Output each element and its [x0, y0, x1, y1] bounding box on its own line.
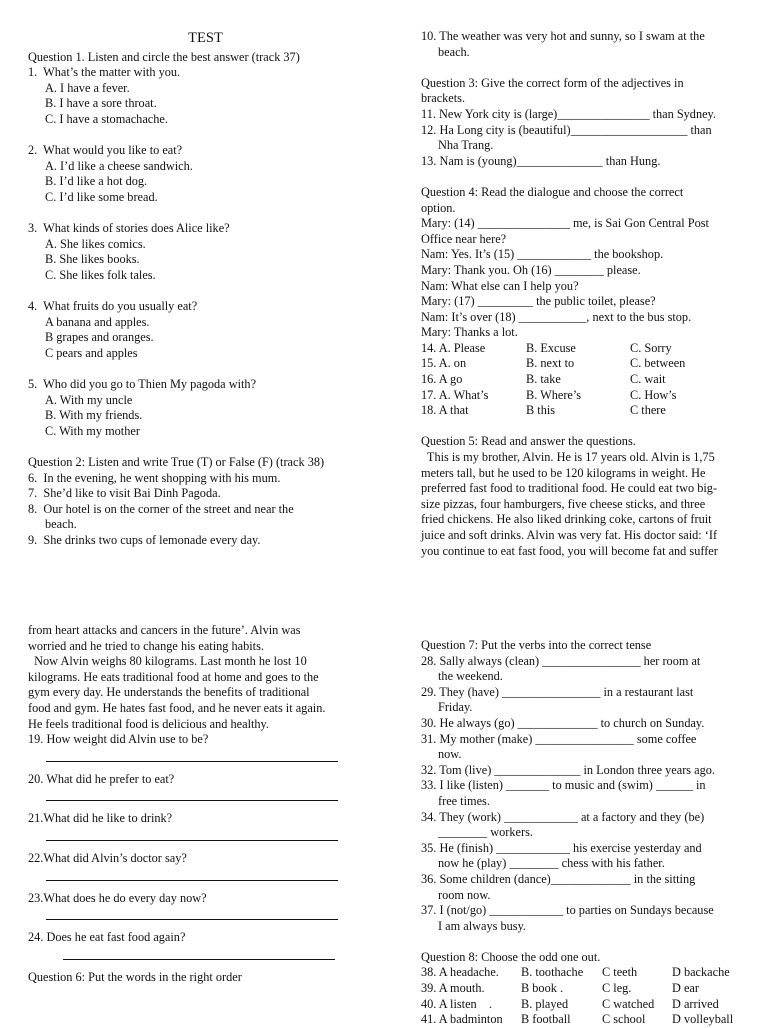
- answer-option: B. With my friends.: [45, 408, 143, 423]
- answer-option: B. I have a sore throat.: [45, 96, 157, 111]
- text-line: 35. He (finish) ____________ his exercise yesterday and: [421, 840, 702, 855]
- text-line: food and gym. He hates fast food, and he never eats it again.: [28, 700, 326, 715]
- text-line: brackets.: [421, 91, 466, 106]
- text-line: 5. Who did you go to Thien My pagoda with?: [28, 377, 257, 392]
- text-line: fried chickens. He also liked drinking coke, cartons of fruit: [421, 512, 712, 527]
- spacer: [421, 419, 756, 435]
- text-line: 1. What’s the matter with you.: [28, 65, 181, 80]
- text-line: 21.What did he like to drink?: [28, 811, 173, 826]
- option-row: 15. A. on B. next to C. between: [421, 356, 686, 371]
- text-line: 12. Ha Long city is (beautiful)___________________ than: [421, 122, 712, 137]
- option-b: B. toothache: [521, 965, 584, 980]
- option-b: B. take: [526, 372, 561, 387]
- text-line: Nha Trang.: [438, 138, 494, 153]
- answer-option: C. I have a stomachache.: [45, 111, 168, 126]
- option-b: B. Where’s: [526, 387, 582, 402]
- text-line: Friday.: [438, 700, 473, 715]
- answer-option: B. She likes books.: [45, 252, 140, 267]
- spacer: [421, 934, 756, 950]
- text-line: 23.What does he do every day now?: [28, 890, 207, 905]
- option-row: [421, 965, 756, 981]
- text-line: gym every day. He understands the benefits of traditional: [28, 685, 310, 700]
- text-line: Now Alvin weighs 80 kilograms. Last month he lost 10: [28, 654, 307, 669]
- text-line: He feels traditional food is delicious and healthy.: [28, 716, 269, 731]
- text-line: This is my brother, Alvin. He is 17 years old. Alvin is 1,75: [421, 450, 715, 465]
- text-line: size pizzas, four hamburgers, five cheese sticks, and three: [421, 496, 706, 511]
- answer-option: B grapes and oranges.: [45, 330, 154, 345]
- test-title: TEST: [188, 30, 223, 46]
- text-line: from heart attacks and cancers in the future’. Alvin was: [28, 623, 301, 637]
- text-line: 29. They (have) ________________ in a restaurant last: [421, 684, 694, 699]
- spacer: [28, 284, 383, 300]
- text-line: ________ workers.: [438, 825, 533, 840]
- spacer: [421, 60, 756, 76]
- text-line: Question 8: Choose the odd one out.: [421, 949, 601, 964]
- answer-line: [46, 829, 338, 841]
- page2-left-column: [28, 623, 383, 985]
- answer-option: C. She likes folk tales.: [45, 267, 156, 282]
- text-line: 10. The weather was very hot and sunny, so I swam at the: [421, 29, 705, 43]
- option-a: 15. A. on: [421, 356, 467, 371]
- text-line: 36. Some children (dance)_____________ in the sitting: [421, 871, 696, 886]
- text-line: 4. What fruits do you usually eat?: [28, 299, 198, 314]
- spacer: [28, 361, 383, 377]
- text-line: Question 2: Listen and write True (T) or False (F) (track 38): [28, 455, 325, 470]
- answer-line: [46, 750, 338, 762]
- text-line: free times.: [438, 793, 490, 808]
- text-line: you continue to eat fast food, you will become fat and suffer: [421, 543, 718, 558]
- option-row: 18. A that B this C there: [421, 403, 666, 418]
- text-line: meters tall, but he used to be 120 kilograms in weight. He: [421, 465, 706, 480]
- option-c: C school: [602, 1012, 646, 1027]
- option-row: 16. A go B. take C. wait: [421, 372, 666, 387]
- page1-right-column: [421, 29, 756, 559]
- answer-option: A. I’d like a cheese sandwich.: [45, 158, 193, 173]
- text-line: 20. What did he prefer to eat?: [28, 771, 175, 786]
- text-line: Question 6: Put the words in the right order: [28, 969, 242, 984]
- option-row: 17. A. What’s B. Where’s C. How’s: [421, 387, 677, 402]
- text-line: Question 4: Read the dialogue and choose the correct: [421, 184, 684, 199]
- option-a: 17. A. What’s: [421, 387, 489, 402]
- option-a: 40. A listen .: [421, 996, 493, 1011]
- answer-option: C. With my mother: [45, 423, 140, 438]
- text-line: 8. Our hotel is on the corner of the street and near the: [28, 501, 294, 516]
- page2-right-column: [421, 638, 756, 1028]
- answer-option: A. I have a fever.: [45, 80, 130, 95]
- text-line: Mary: Thank you. Oh (16) ________ please.: [421, 262, 641, 277]
- text-line: Question 5: Read and answer the questions.: [421, 434, 636, 449]
- option-c: C leg.: [602, 981, 632, 996]
- option-b: B. Excuse: [526, 340, 576, 355]
- spacer: [28, 439, 383, 455]
- option-b: B. next to: [526, 356, 575, 371]
- text-line: kilograms. He eats traditional food at home and goes to the: [28, 669, 319, 684]
- text-line: 37. I (not/go) ____________ to parties on Sundays because: [421, 903, 714, 918]
- spacer: [28, 128, 383, 144]
- page1-left-column: [28, 31, 383, 549]
- text-line: Mary: Thanks a lot.: [421, 325, 518, 340]
- answer-option: C. I’d like some bread.: [45, 189, 158, 204]
- text-line: 28. Sally always (clean) ________________ her room at: [421, 653, 701, 668]
- option-b: B. played: [521, 996, 569, 1011]
- answer-line: [63, 948, 335, 960]
- answer-option: A banana and apples.: [45, 314, 150, 329]
- option-row: [421, 997, 756, 1013]
- text-line: 13. Nam is (young)______________ than Hung.: [421, 153, 661, 168]
- option-a: 16. A go: [421, 372, 463, 387]
- option-a: 41. A badminton: [421, 1012, 503, 1027]
- text-line: 32. Tom (live) ______________ in London three years ago.: [421, 762, 715, 777]
- text-line: now he (play) ________ chess with his father.: [438, 856, 665, 871]
- text-line: beach.: [438, 44, 470, 59]
- answer-option: A. She likes comics.: [45, 236, 146, 251]
- spacer: [28, 206, 383, 222]
- text-line: room now.: [438, 887, 491, 902]
- option-c: C watched: [602, 996, 655, 1011]
- text-line: Nam: What else can I help you?: [421, 278, 579, 293]
- text-line: 2. What would you like to eat?: [28, 143, 183, 158]
- option-d: D arrived: [672, 996, 719, 1011]
- text-line: 19. How weight did Alvin use to be?: [28, 732, 209, 747]
- text-line: Question 3: Give the correct form of the adjectives in: [421, 75, 684, 90]
- text-line: now.: [438, 747, 462, 762]
- text-line: 30. He always (go) _____________ to church on Sunday.: [421, 715, 705, 730]
- answer-option: B. I’d like a hot dog.: [45, 174, 148, 189]
- option-d: D volleyball: [672, 1012, 734, 1027]
- option-b: B football: [521, 1012, 571, 1027]
- option-row: [421, 981, 756, 997]
- text-line: 6. In the evening, he went shopping with his mum.: [28, 470, 281, 485]
- text-line: 24. Does he eat fast food again?: [28, 930, 186, 945]
- option-c: C teeth: [602, 965, 638, 980]
- option-a: 18. A that: [421, 403, 469, 418]
- text-line: I am always busy.: [438, 918, 526, 933]
- text-line: 3. What kinds of stories does Alice like?: [28, 221, 230, 236]
- answer-option: C pears and apples: [45, 345, 138, 360]
- answer-line: [46, 789, 338, 801]
- option-b: B book .: [521, 981, 564, 996]
- option-d: D backache: [672, 965, 730, 980]
- text-line: 11. New York city is (large)_______________ than Sydney.: [421, 106, 716, 121]
- text-line: option.: [421, 200, 456, 215]
- text-line: 7. She’d like to visit Bai Dinh Pagoda.: [28, 486, 221, 501]
- text-line: 22.What did Alvin’s doctor say?: [28, 850, 187, 865]
- text-line: 34. They (work) ____________ at a factory and they (be): [421, 809, 705, 824]
- answer-option: A. With my uncle: [45, 392, 133, 407]
- option-b: B this: [526, 403, 556, 418]
- text-line: Mary: (14) _______________ me, is Sai Gon Central Post: [421, 216, 709, 231]
- option-a: 14. A. Please: [421, 340, 486, 355]
- option-d: D ear: [672, 981, 699, 996]
- option-a: 38. A headache.: [421, 965, 499, 980]
- text-line: Mary: (17) _________ the public toilet, please?: [421, 294, 656, 309]
- text-line: beach.: [45, 517, 77, 532]
- option-a: 39. A mouth.: [421, 981, 485, 996]
- text-line: 9. She drinks two cups of lemonade every day.: [28, 533, 261, 547]
- spacer: [421, 169, 756, 185]
- text-line: Nam: Yes. It’s (15) ____________ the bookshop.: [421, 247, 664, 262]
- text-line: Question 1. Listen and circle the best answer (track 37): [28, 49, 300, 64]
- option-row: 14. A. Please B. Excuse C. Sorry: [421, 340, 672, 355]
- text-line: juice and soft drinks. Alvin was very fat. His doctor said: ‘If: [421, 528, 718, 542]
- text-line: the weekend.: [438, 669, 503, 684]
- answer-line: [46, 908, 338, 920]
- text-line: 33. I like (listen) _______ to music and (swim) ______ in: [421, 778, 706, 793]
- text-line: worried and he tried to change his eating habits.: [28, 638, 264, 653]
- option-row: [421, 1012, 756, 1028]
- text-line: preferred fast food to traditional food. He could eat two big-: [421, 481, 718, 496]
- text-line: Question 7: Put the verbs into the correct tense: [421, 638, 652, 652]
- text-line: Office near here?: [421, 231, 507, 246]
- text-line: 31. My mother (make) ________________ some coffee: [421, 731, 697, 746]
- text-line: Nam: It’s over (18) ___________, next to the bus stop.: [421, 309, 692, 324]
- answer-line: [46, 869, 338, 881]
